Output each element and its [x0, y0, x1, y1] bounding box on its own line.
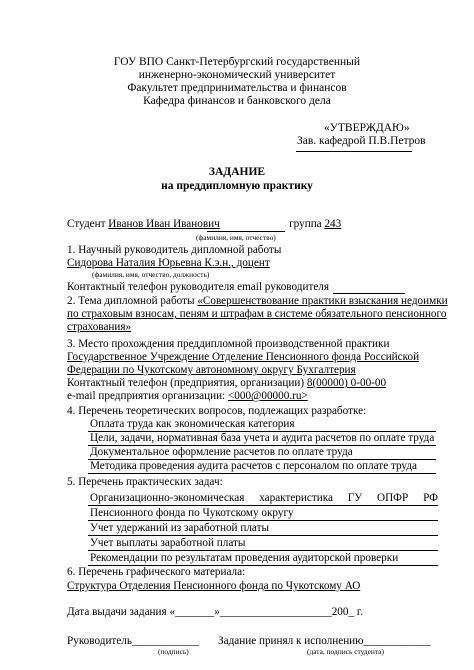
student-name-line: [207, 231, 285, 232]
advisor-signature-caption: (подпись): [158, 647, 189, 656]
phone-label: Контактный телефон (предприятия, организации): [67, 377, 307, 389]
student-label: Студент: [67, 218, 106, 230]
email-value: <000@00000.ru>: [227, 390, 308, 402]
topic-prefix: 2. Тема дипломной работы: [67, 295, 198, 307]
place-heading: 3. Место прохождения преддипломной производственной практики: [67, 338, 390, 350]
group-label: группа: [289, 218, 322, 230]
practice-item-line: [88, 535, 438, 536]
theory-item-line: [88, 473, 436, 474]
place-email-row: [67, 390, 308, 403]
student-acceptance: Задание принял к исполнению____________: [218, 635, 431, 647]
place-org: Государственное Учреждение Отделение Пенсионного фонда Российской: [67, 351, 420, 363]
practice-item: Пенсионного фонда по Чукотскому округу: [90, 507, 294, 519]
topic-line2: по страховым взносам, пеням и штрафам в системе обязательного пенсионного: [67, 308, 447, 320]
advisor-caption: (фамилия, имя, отчество, должность): [92, 270, 210, 279]
student-name: Иванов Иван Иванович: [108, 218, 220, 230]
student-signature-caption: (дата, подпись студента): [307, 647, 384, 656]
graphics-heading: 6. Перечень графического материала:: [67, 566, 246, 578]
phone-value: 8(00000) 0-00-00: [306, 377, 387, 389]
topic-text: «Совершенствование практики взыскания недоимки: [197, 295, 448, 307]
practice-item: [90, 492, 438, 505]
document-title: ЗАДАНИЕ: [208, 166, 266, 178]
university-name-cont: инженерно-экономический университет: [138, 69, 336, 81]
advisor-contact-line: [333, 293, 405, 294]
document-subtitle: на преддипломную практику: [161, 180, 313, 192]
practice-word: ГУ: [347, 492, 363, 504]
practice-item: Рекомендации по результатам проведения аудиторской проверки: [90, 552, 399, 564]
advisor-contact: Контактный телефон руководителя email руководителя: [67, 281, 330, 293]
university-name: ГОУ ВПО Санкт-Петербургский государственный: [113, 56, 361, 68]
student-caption: (фамилия, имя, отчество): [196, 233, 276, 242]
graphics-item: Структура Отделения Пенсионного фонда по Чукотскому АО: [67, 580, 361, 592]
place-org-cont: Федерации по Чукотскому автономному округу Бухгалтерия: [67, 364, 356, 376]
theory-heading: 4. Перечень теоретических вопросов, подлежащих разработке:: [67, 405, 367, 417]
theory-item: Оплата труда как экономическая категория: [90, 418, 295, 430]
theory-item: Цели, задачи, нормативная база учета и аудита расчетов по оплате труда: [90, 432, 435, 444]
email-label: e-mail предприятия организации:: [67, 390, 228, 402]
practice-word: характеристика: [259, 492, 333, 504]
faculty-name: Факультет предпринимательства и финансов: [127, 82, 347, 94]
theory-item: Документальное оформление расчетов по оплате труда: [90, 446, 353, 458]
practice-heading: 5. Перечень практических задач:: [67, 476, 223, 488]
practice-item: Учет выплаты заработной платы: [90, 537, 246, 549]
practice-item-line: [88, 520, 438, 521]
approve-who: Зав. кафедрой П.В.Петров: [297, 135, 426, 147]
student-row: [67, 218, 341, 231]
department-name: Кафедра финансов и банковского дела: [143, 95, 331, 107]
approve-title: «УТВЕРЖДАЮ»: [324, 122, 410, 134]
practice-item-line: [88, 550, 438, 551]
practice-item: Учет удержаний из заработной платы: [90, 522, 269, 534]
advisor-name: Сидорова Наталия Юрьевна К.э.н., доцент: [67, 257, 270, 269]
practice-item-line: [88, 505, 438, 506]
advisor-label: 1. Научный руководитель дипломной работы: [67, 244, 282, 256]
practice-word: РФ: [423, 492, 438, 504]
advisor-signature: Руководитель____________: [67, 635, 200, 647]
issue-date: Дата выдачи задания «_______»____________________200_ г.: [67, 606, 363, 618]
approve-signature-line: [296, 151, 412, 152]
topic-line3: страхования»: [67, 321, 132, 333]
place-phone-row: [67, 377, 386, 390]
theory-item: Методика проведения аудита расчетов с персоналом по оплате труда: [90, 460, 417, 472]
group-value: 243: [324, 218, 342, 230]
practice-word: Организационно-экономическая: [90, 492, 245, 504]
topic-line1: [67, 295, 448, 308]
practice-word: ОПФР: [377, 492, 409, 504]
